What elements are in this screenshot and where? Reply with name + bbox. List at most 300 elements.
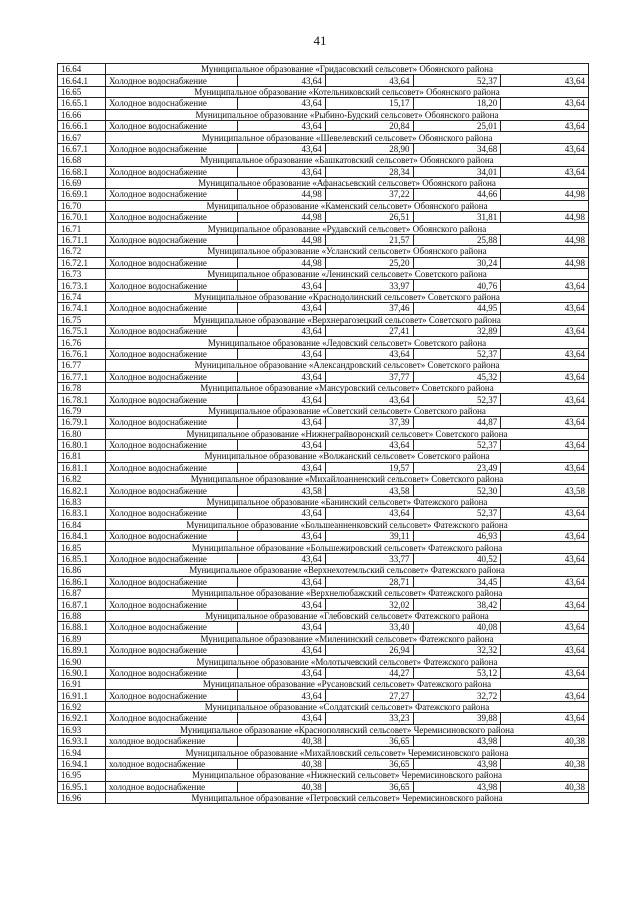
row-code: 16.84.1 xyxy=(58,531,106,542)
tariff-value: 40,38 xyxy=(501,736,589,747)
tariff-value: 43,64 xyxy=(238,143,326,154)
tariff-value: 40,38 xyxy=(501,758,589,769)
tariff-value: 18,20 xyxy=(413,98,501,109)
row-code: 16.86 xyxy=(58,565,106,576)
tariff-value: 37,39 xyxy=(325,417,413,428)
service-row xyxy=(58,325,589,336)
tariff-value: 21,57 xyxy=(325,234,413,245)
service-row xyxy=(58,644,589,655)
tariff-value: 40,38 xyxy=(238,758,326,769)
service-name: Холодное водоснабжение xyxy=(106,531,238,542)
tariff-value: 38,42 xyxy=(413,599,501,610)
municipality-name: Муниципальное образование «Каменский сельсовет» Обоянского района xyxy=(106,200,589,211)
tariff-value: 43,64 xyxy=(238,303,326,314)
municipality-row xyxy=(58,314,589,325)
municipality-name: Муниципальное образование «Нижнеграйворонский сельсовет» Советского района xyxy=(106,428,589,439)
service-name: Холодное водоснабжение xyxy=(106,189,238,200)
service-row xyxy=(58,462,589,473)
tariff-value: 43,64 xyxy=(501,348,589,359)
service-name: холодное водоснабжение xyxy=(106,781,238,792)
service-name: Холодное водоснабжение xyxy=(106,462,238,473)
tariff-value: 43,64 xyxy=(501,394,589,405)
row-code: 16.66 xyxy=(58,109,106,120)
municipality-row xyxy=(58,86,589,97)
service-name: Холодное водоснабжение xyxy=(106,98,238,109)
municipality-row xyxy=(58,633,589,644)
service-name: Холодное водоснабжение xyxy=(106,690,238,701)
row-code: 16.94 xyxy=(58,747,106,758)
municipality-row xyxy=(58,542,589,553)
tariff-value: 40,38 xyxy=(501,781,589,792)
tariff-value: 43,64 xyxy=(501,166,589,177)
service-row xyxy=(58,303,589,314)
row-code: 16.96 xyxy=(58,793,106,804)
municipality-name: Муниципальное образование «Верхнехотемльский сельсовет» Фатежского района xyxy=(106,565,589,576)
tariff-value: 40,08 xyxy=(413,622,501,633)
tariff-value: 40,38 xyxy=(238,736,326,747)
tariff-value: 33,97 xyxy=(325,280,413,291)
tariff-value: 43,64 xyxy=(501,417,589,428)
row-code: 16.90 xyxy=(58,656,106,667)
row-code: 16.67.1 xyxy=(58,143,106,154)
service-name: Холодное водоснабжение xyxy=(106,280,238,291)
tariff-value: 43,64 xyxy=(325,348,413,359)
service-row xyxy=(58,189,589,200)
municipality-row xyxy=(58,793,589,804)
row-code: 16.76.1 xyxy=(58,348,106,359)
service-row xyxy=(58,690,589,701)
service-row xyxy=(58,394,589,405)
municipality-name: Муниципальное образование «Шевелевский сельсовет» Обоянского района xyxy=(106,132,589,143)
tariff-value: 19,57 xyxy=(325,462,413,473)
service-name: Холодное водоснабжение xyxy=(106,257,238,268)
municipality-name: Муниципальное образование «Большежировский сельсовет» Фатежского района xyxy=(106,542,589,553)
row-code: 16.90.1 xyxy=(58,667,106,678)
municipality-name: Муниципальное образование «Молотычевский сельсовет» Фатежского района xyxy=(106,656,589,667)
row-code: 16.84 xyxy=(58,519,106,530)
municipality-name: Муниципальное образование «Краснодолинский сельсовет» Советского района xyxy=(106,291,589,302)
tariff-value: 43,64 xyxy=(238,98,326,109)
service-name: Холодное водоснабжение xyxy=(106,508,238,519)
tariff-value: 44,98 xyxy=(501,234,589,245)
service-name: Холодное водоснабжение xyxy=(106,120,238,131)
tariff-value: 27,41 xyxy=(325,325,413,336)
row-code: 16.92 xyxy=(58,701,106,712)
municipality-name: Муниципальное образование «Башкатовский сельсовет» Обоянского района xyxy=(106,155,589,166)
tariff-value: 43,64 xyxy=(501,713,589,724)
tariff-value: 43,64 xyxy=(501,280,589,291)
tariff-value: 43,64 xyxy=(238,553,326,564)
tariff-value: 20,84 xyxy=(325,120,413,131)
tariff-value: 43,64 xyxy=(238,417,326,428)
service-name: Холодное водоснабжение xyxy=(106,325,238,336)
municipality-row xyxy=(58,724,589,735)
tariff-value: 44,27 xyxy=(325,667,413,678)
municipality-row xyxy=(58,382,589,393)
municipality-name: Муниципальное образование «Петровский сельсовет» Черемисиновского района xyxy=(106,793,589,804)
row-code: 16.88.1 xyxy=(58,622,106,633)
tariff-value: 43,58 xyxy=(501,485,589,496)
service-row xyxy=(58,120,589,131)
service-row xyxy=(58,166,589,177)
service-row xyxy=(58,736,589,747)
municipality-name: Муниципальное образование «Солдатский сельсовет» Фатежского района xyxy=(106,701,589,712)
tariff-value: 43,64 xyxy=(238,75,326,86)
tariff-value: 43,64 xyxy=(501,599,589,610)
row-code: 16.80.1 xyxy=(58,439,106,450)
tariff-value: 43,64 xyxy=(238,576,326,587)
row-code: 16.91.1 xyxy=(58,690,106,701)
service-row xyxy=(58,576,589,587)
tariff-value: 32,72 xyxy=(413,690,501,701)
service-row xyxy=(58,75,589,86)
tariff-value: 43,64 xyxy=(238,166,326,177)
municipality-name: Муниципальное образование «Ленинский сельсовет» Советского района xyxy=(106,269,589,280)
tariff-value: 43,64 xyxy=(501,667,589,678)
municipality-name: Муниципальное образование «Верхнелюбажский сельсовет» Фатежского района xyxy=(106,587,589,598)
municipality-row xyxy=(58,747,589,758)
municipality-name: Муниципальное образование «Глебовский сельсовет» Фатежского района xyxy=(106,610,589,621)
tariff-value: 40,52 xyxy=(413,553,501,564)
row-code: 16.70.1 xyxy=(58,212,106,223)
municipality-row xyxy=(58,474,589,485)
tariff-value: 43,64 xyxy=(501,439,589,450)
municipality-row xyxy=(58,679,589,690)
municipality-row xyxy=(58,610,589,621)
service-name: Холодное водоснабжение xyxy=(106,371,238,382)
tariff-value: 32,02 xyxy=(325,599,413,610)
tariff-value: 43,64 xyxy=(325,508,413,519)
service-row xyxy=(58,234,589,245)
municipality-name: Муниципальное образование «Мансуровский сельсовет» Советского района xyxy=(106,382,589,393)
tariff-value: 43,64 xyxy=(501,553,589,564)
tariff-value: 43,64 xyxy=(238,690,326,701)
tariff-value: 44,98 xyxy=(501,257,589,268)
municipality-name: Муниципальное образование «Михайлоанненский сельсовет» Советского района xyxy=(106,474,589,485)
municipality-row xyxy=(58,701,589,712)
row-code: 16.93 xyxy=(58,724,106,735)
municipality-row xyxy=(58,109,589,120)
row-code: 16.86.1 xyxy=(58,576,106,587)
tariff-value: 28,34 xyxy=(325,166,413,177)
tariff-table-body xyxy=(58,64,589,804)
tariff-value: 43,64 xyxy=(238,348,326,359)
service-row xyxy=(58,781,589,792)
service-name: Холодное водоснабжение xyxy=(106,576,238,587)
row-code: 16.95.1 xyxy=(58,781,106,792)
tariff-value: 32,32 xyxy=(413,644,501,655)
tariff-value: 43,64 xyxy=(501,98,589,109)
row-code: 16.83 xyxy=(58,496,106,507)
row-code: 16.64 xyxy=(58,64,106,75)
service-name: Холодное водоснабжение xyxy=(106,439,238,450)
row-code: 16.82 xyxy=(58,474,106,485)
tariff-value: 43,64 xyxy=(238,439,326,450)
municipality-row xyxy=(58,337,589,348)
tariff-value: 36,65 xyxy=(325,781,413,792)
service-row xyxy=(58,758,589,769)
tariff-value: 43,58 xyxy=(238,485,326,496)
tariff-value: 43,64 xyxy=(501,508,589,519)
tariff-value: 44,87 xyxy=(413,417,501,428)
row-code: 16.68.1 xyxy=(58,166,106,177)
tariff-value: 43,64 xyxy=(501,462,589,473)
tariff-value: 43,64 xyxy=(501,371,589,382)
row-code: 16.81 xyxy=(58,451,106,462)
tariff-value: 44,98 xyxy=(501,212,589,223)
tariff-value: 33,77 xyxy=(325,553,413,564)
row-code: 16.64.1 xyxy=(58,75,106,86)
tariff-value: 43,98 xyxy=(413,736,501,747)
service-row xyxy=(58,371,589,382)
service-row xyxy=(58,508,589,519)
row-code: 16.65 xyxy=(58,86,106,97)
service-name: Холодное водоснабжение xyxy=(106,166,238,177)
page-number: 41 xyxy=(313,33,327,48)
service-row xyxy=(58,212,589,223)
tariff-value: 43,64 xyxy=(238,508,326,519)
tariff-value: 39,11 xyxy=(325,531,413,542)
tariff-value: 43,64 xyxy=(325,75,413,86)
row-code: 16.73.1 xyxy=(58,280,106,291)
tariff-value: 34,68 xyxy=(413,143,501,154)
municipality-row xyxy=(58,770,589,781)
tariff-value: 52,30 xyxy=(413,485,501,496)
row-code: 16.85 xyxy=(58,542,106,553)
municipality-row xyxy=(58,223,589,234)
service-row xyxy=(58,622,589,633)
municipality-row xyxy=(58,565,589,576)
tariff-value: 43,58 xyxy=(325,485,413,496)
row-code: 16.93.1 xyxy=(58,736,106,747)
row-code: 16.87.1 xyxy=(58,599,106,610)
tariff-value: 36,65 xyxy=(325,758,413,769)
row-code: 16.79.1 xyxy=(58,417,106,428)
tariff-value: 37,22 xyxy=(325,189,413,200)
municipality-name: Муниципальное образование «Ледовский сельсовет» Советского района xyxy=(106,337,589,348)
row-code: 16.91 xyxy=(58,679,106,690)
service-name: Холодное водоснабжение xyxy=(106,143,238,154)
municipality-name: Муниципальное образование «Русановский сельсовет» Фатежского района xyxy=(106,679,589,690)
municipality-name: Муниципальное образование «Михайловский сельсовет» Черемисиновского района xyxy=(106,747,589,758)
tariff-value: 46,93 xyxy=(413,531,501,542)
municipality-name: Муниципальное образование «Миленинский сельсовет» Фатежского района xyxy=(106,633,589,644)
tariff-value: 43,64 xyxy=(501,325,589,336)
tariff-value: 25,20 xyxy=(325,257,413,268)
tariff-value: 39,88 xyxy=(413,713,501,724)
tariff-value: 52,37 xyxy=(413,508,501,519)
municipality-name: Муниципальное образование «Большеанненковский сельсовет» Фатежского района xyxy=(106,519,589,530)
tariff-value: 44,98 xyxy=(238,189,326,200)
row-code: 16.85.1 xyxy=(58,553,106,564)
tariff-value: 43,64 xyxy=(238,371,326,382)
tariff-value: 43,64 xyxy=(238,120,326,131)
tariff-table xyxy=(57,63,589,804)
tariff-value: 28,90 xyxy=(325,143,413,154)
tariff-value: 36,65 xyxy=(325,736,413,747)
tariff-value: 45,32 xyxy=(413,371,501,382)
municipality-row xyxy=(58,177,589,188)
tariff-value: 44,98 xyxy=(501,189,589,200)
row-code: 16.83.1 xyxy=(58,508,106,519)
municipality-row xyxy=(58,451,589,462)
tariff-value: 43,64 xyxy=(501,120,589,131)
municipality-name: Муниципальное образование «Верхнерагозецкий сельсовет» Советского района xyxy=(106,314,589,325)
row-code: 16.71 xyxy=(58,223,106,234)
tariff-value: 34,01 xyxy=(413,166,501,177)
service-row xyxy=(58,667,589,678)
tariff-value: 43,64 xyxy=(501,576,589,587)
tariff-value: 31,81 xyxy=(413,212,501,223)
municipality-row xyxy=(58,132,589,143)
service-name: холодное водоснабжение xyxy=(106,758,238,769)
row-code: 16.79 xyxy=(58,405,106,416)
row-code: 16.69 xyxy=(58,177,106,188)
tariff-value: 15,17 xyxy=(325,98,413,109)
tariff-value: 27,27 xyxy=(325,690,413,701)
row-code: 16.89 xyxy=(58,633,106,644)
tariff-value: 43,64 xyxy=(325,439,413,450)
tariff-value: 43,64 xyxy=(501,690,589,701)
row-code: 16.77.1 xyxy=(58,371,106,382)
tariff-value: 44,98 xyxy=(238,257,326,268)
service-name: холодное водоснабжение xyxy=(106,736,238,747)
municipality-row xyxy=(58,428,589,439)
tariff-value: 43,64 xyxy=(238,713,326,724)
service-row xyxy=(58,713,589,724)
row-code: 16.88 xyxy=(58,610,106,621)
tariff-value: 44,98 xyxy=(238,234,326,245)
municipality-name: Муниципальное образование «Рыбино-Будский сельсовет» Обоянского района xyxy=(106,109,589,120)
tariff-value: 26,51 xyxy=(325,212,413,223)
municipality-name: Муниципальное образование «Рудавский сельсовет» Обоянского района xyxy=(106,223,589,234)
tariff-value: 43,64 xyxy=(238,280,326,291)
municipality-row xyxy=(58,291,589,302)
tariff-value: 43,64 xyxy=(501,644,589,655)
tariff-value: 43,64 xyxy=(238,462,326,473)
tariff-value: 25,88 xyxy=(413,234,501,245)
row-code: 16.72.1 xyxy=(58,257,106,268)
service-row xyxy=(58,531,589,542)
service-row xyxy=(58,439,589,450)
service-name: Холодное водоснабжение xyxy=(106,212,238,223)
service-name: Холодное водоснабжение xyxy=(106,303,238,314)
service-name: Холодное водоснабжение xyxy=(106,75,238,86)
tariff-value: 52,37 xyxy=(413,394,501,405)
service-name: Холодное водоснабжение xyxy=(106,234,238,245)
row-code: 16.78 xyxy=(58,382,106,393)
row-code: 16.68 xyxy=(58,155,106,166)
municipality-row xyxy=(58,200,589,211)
row-code: 16.76 xyxy=(58,337,106,348)
row-code: 16.92.1 xyxy=(58,713,106,724)
tariff-value: 37,46 xyxy=(325,303,413,314)
service-row xyxy=(58,553,589,564)
municipality-row xyxy=(58,360,589,371)
row-code: 16.81.1 xyxy=(58,462,106,473)
tariff-value: 43,64 xyxy=(238,622,326,633)
municipality-row xyxy=(58,269,589,280)
service-row xyxy=(58,485,589,496)
service-name: Холодное водоснабжение xyxy=(106,644,238,655)
row-code: 16.89.1 xyxy=(58,644,106,655)
tariff-value: 43,64 xyxy=(238,531,326,542)
municipality-name: Муниципальное образование «Нижнеский сельсовет» Черемисиновского района xyxy=(106,770,589,781)
tariff-value: 33,23 xyxy=(325,713,413,724)
municipality-row xyxy=(58,155,589,166)
tariff-value: 30,24 xyxy=(413,257,501,268)
tariff-value: 28,71 xyxy=(325,576,413,587)
tariff-value: 44,98 xyxy=(238,212,326,223)
tariff-value: 52,37 xyxy=(413,75,501,86)
row-code: 16.65.1 xyxy=(58,98,106,109)
service-name: Холодное водоснабжение xyxy=(106,417,238,428)
row-code: 16.82.1 xyxy=(58,485,106,496)
tariff-value: 43,64 xyxy=(238,325,326,336)
service-row xyxy=(58,599,589,610)
tariff-value: 26,94 xyxy=(325,644,413,655)
municipality-name: Муниципальное образование «Афанасьевский сельсовет» Обоянского района xyxy=(106,177,589,188)
service-name: Холодное водоснабжение xyxy=(106,622,238,633)
tariff-value: 43,64 xyxy=(501,303,589,314)
tariff-value: 43,64 xyxy=(238,599,326,610)
tariff-value: 43,64 xyxy=(325,394,413,405)
tariff-value: 43,64 xyxy=(501,531,589,542)
municipality-name: Муниципальное образование «Александровский сельсовет» Советского района xyxy=(106,360,589,371)
service-name: Холодное водоснабжение xyxy=(106,348,238,359)
tariff-value: 34,45 xyxy=(413,576,501,587)
tariff-value: 43,64 xyxy=(501,143,589,154)
municipality-row xyxy=(58,405,589,416)
row-code: 16.66.1 xyxy=(58,120,106,131)
service-row xyxy=(58,348,589,359)
service-row xyxy=(58,143,589,154)
tariff-value: 23,49 xyxy=(413,462,501,473)
row-code: 16.74.1 xyxy=(58,303,106,314)
service-row xyxy=(58,280,589,291)
row-code: 16.77 xyxy=(58,360,106,371)
tariff-value: 44,95 xyxy=(413,303,501,314)
tariff-value: 52,37 xyxy=(413,348,501,359)
municipality-row xyxy=(58,496,589,507)
service-row xyxy=(58,417,589,428)
municipality-name: Муниципальное образование «Котельниковский сельсовет» Обоянского района xyxy=(106,86,589,97)
municipality-row xyxy=(58,519,589,530)
service-name: Холодное водоснабжение xyxy=(106,485,238,496)
municipality-row xyxy=(58,656,589,667)
tariff-value: 43,64 xyxy=(238,644,326,655)
tariff-value: 40,76 xyxy=(413,280,501,291)
tariff-value: 25,01 xyxy=(413,120,501,131)
row-code: 16.72 xyxy=(58,246,106,257)
tariff-value: 44,66 xyxy=(413,189,501,200)
municipality-name: Муниципальное образование «Краснополянский сельсовет» Черемисиновского района xyxy=(106,724,589,735)
service-name: Холодное водоснабжение xyxy=(106,599,238,610)
tariff-value: 33,40 xyxy=(325,622,413,633)
row-code: 16.80 xyxy=(58,428,106,439)
service-name: Холодное водоснабжение xyxy=(106,667,238,678)
service-row xyxy=(58,98,589,109)
row-code: 16.67 xyxy=(58,132,106,143)
tariff-value: 43,64 xyxy=(501,75,589,86)
tariff-value: 53,12 xyxy=(413,667,501,678)
tariff-value: 43,98 xyxy=(413,758,501,769)
row-code: 16.94.1 xyxy=(58,758,106,769)
municipality-name: Муниципальное образование «Банинский сельсовет» Фатежского района xyxy=(106,496,589,507)
service-row xyxy=(58,257,589,268)
tariff-value: 43,64 xyxy=(238,667,326,678)
row-code: 16.70 xyxy=(58,200,106,211)
